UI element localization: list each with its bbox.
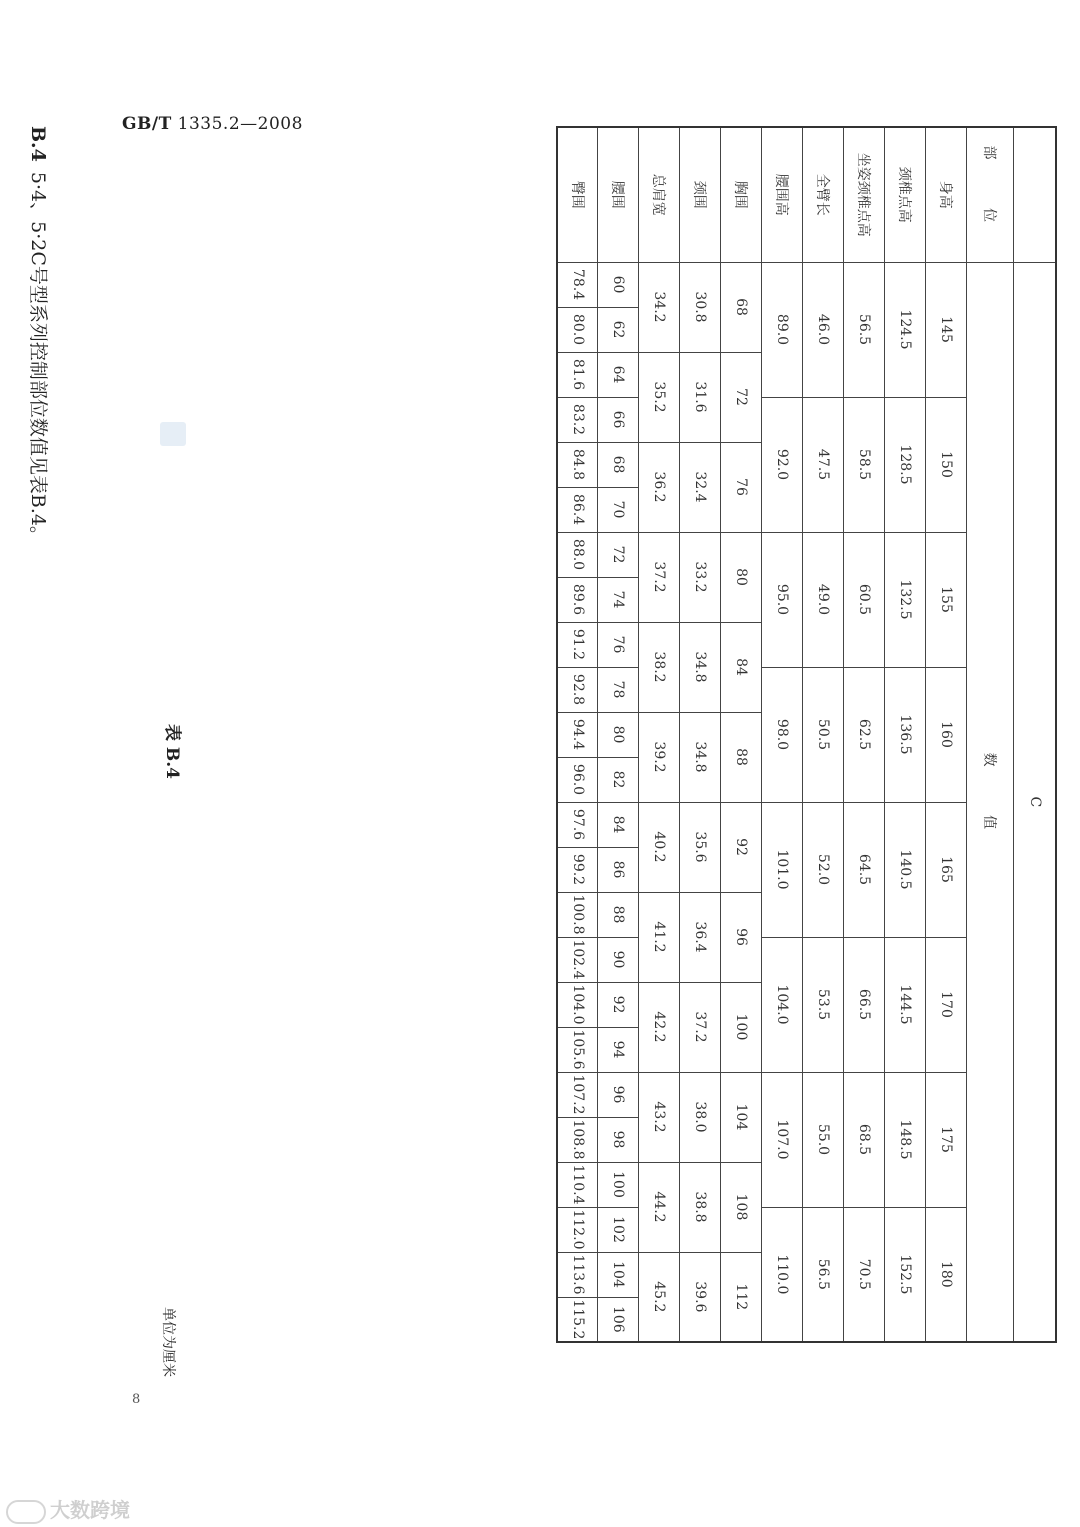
value-cell: 104.0 <box>762 937 803 1072</box>
value-cell: 66 <box>598 397 639 442</box>
value-cell: 124.5 <box>885 262 926 397</box>
row-label: 颈围 <box>680 127 721 262</box>
value-cell: 107.0 <box>762 1072 803 1207</box>
value-cell: 98 <box>598 1117 639 1162</box>
value-cell: 165 <box>926 802 967 937</box>
value-cell: 72 <box>721 352 762 442</box>
value-cell: 31.6 <box>680 352 721 442</box>
value-cell: 112.0 <box>557 1207 598 1252</box>
value-cell: 110.4 <box>557 1162 598 1207</box>
value-cell: 58.5 <box>844 397 885 532</box>
value-cell: 38.0 <box>680 1072 721 1162</box>
value-cell: 136.5 <box>885 667 926 802</box>
value-cell: 83.2 <box>557 397 598 442</box>
value-cell: 128.5 <box>885 397 926 532</box>
value-cell: 108 <box>721 1162 762 1252</box>
value-cell: 80 <box>721 532 762 622</box>
value-cell: 39.6 <box>680 1252 721 1342</box>
value-cell: 42.2 <box>639 982 680 1072</box>
value-cell: 70.5 <box>844 1207 885 1342</box>
row-label: 总肩宽 <box>639 127 680 262</box>
value-cell: 92.8 <box>557 667 598 712</box>
value-cell: 110.0 <box>762 1207 803 1342</box>
value-cell: 94 <box>598 1027 639 1072</box>
table-row <box>721 127 762 1342</box>
value-cell: 60 <box>598 262 639 307</box>
value-cell: 72 <box>598 532 639 577</box>
value-cell: 78 <box>598 667 639 712</box>
value-cell: 60.5 <box>844 532 885 667</box>
value-cell: 92.0 <box>762 397 803 532</box>
table-row <box>885 127 926 1342</box>
value-cell: 82 <box>598 757 639 802</box>
value-cell: 180 <box>926 1207 967 1342</box>
value-cell: 64 <box>598 352 639 397</box>
value-cell: 80 <box>598 712 639 757</box>
value-cell: 102 <box>598 1207 639 1252</box>
value-cell: 98.0 <box>762 667 803 802</box>
value-cell: 100 <box>721 982 762 1072</box>
value-cell: 104.0 <box>557 982 598 1027</box>
value-cell: 74 <box>598 577 639 622</box>
value-cell: 95.0 <box>762 532 803 667</box>
row-label: 腰围高 <box>762 127 803 262</box>
table-row <box>598 127 639 1342</box>
value-cell: 155 <box>926 532 967 667</box>
table-row <box>926 127 967 1342</box>
value-cell: 43.2 <box>639 1072 680 1162</box>
value-cell: 78.4 <box>557 262 598 307</box>
unit-note: 单位为厘米 <box>160 1307 176 1377</box>
value-cell: 36.2 <box>639 442 680 532</box>
value-cell: 52.0 <box>803 802 844 937</box>
value-cell: 66.5 <box>844 937 885 1072</box>
watermark-logo-icon <box>6 1500 46 1524</box>
value-cell: 84 <box>598 802 639 847</box>
row-label: 胸围 <box>721 127 762 262</box>
value-cell: 88 <box>598 892 639 937</box>
value-cell: 62 <box>598 307 639 352</box>
value-cell: 96 <box>721 892 762 982</box>
table-title: 表 B.4 <box>162 723 182 780</box>
value-cell: 40.2 <box>639 802 680 892</box>
value-cell: 102.4 <box>557 937 598 982</box>
value-cell: 64.5 <box>844 802 885 937</box>
value-cell: 38.2 <box>639 622 680 712</box>
value-cell: 96.0 <box>557 757 598 802</box>
value-cell: 106 <box>598 1297 639 1342</box>
values-header-cell: 数 值 <box>967 262 1014 1342</box>
value-cell: 76 <box>721 442 762 532</box>
value-cell: 107.2 <box>557 1072 598 1117</box>
value-cell: 34.8 <box>680 622 721 712</box>
value-cell: 76 <box>598 622 639 667</box>
value-cell: 44.2 <box>639 1162 680 1252</box>
value-cell: 100 <box>598 1162 639 1207</box>
section-text: 5·4、5·2C号型系列控制部位数值见表B.4。 <box>27 171 49 545</box>
table-row <box>844 127 885 1342</box>
value-cell: 80.0 <box>557 307 598 352</box>
value-cell: 92 <box>598 982 639 1027</box>
value-cell: 88.0 <box>557 532 598 577</box>
row-label: 坐姿颈椎点高 <box>844 127 885 262</box>
value-cell: 39.2 <box>639 712 680 802</box>
value-cell: 152.5 <box>885 1207 926 1342</box>
value-cell: 115.2 <box>557 1297 598 1342</box>
header-blank-cell <box>1014 127 1056 262</box>
row-label: 颈椎点高 <box>885 127 926 262</box>
value-cell: 84.8 <box>557 442 598 487</box>
value-cell: 175 <box>926 1072 967 1207</box>
value-cell: 33.2 <box>680 532 721 622</box>
value-cell: 32.4 <box>680 442 721 532</box>
page-number: 8 <box>132 1392 141 1407</box>
value-cell: 46.0 <box>803 262 844 397</box>
value-cell: 104 <box>721 1072 762 1162</box>
value-cell: 100.8 <box>557 892 598 937</box>
value-cell: 34.8 <box>680 712 721 802</box>
value-cell: 81.6 <box>557 352 598 397</box>
part-header-cell: 部 位 <box>967 127 1014 262</box>
value-cell: 144.5 <box>885 937 926 1072</box>
table-row <box>680 127 721 1342</box>
value-cell: 70 <box>598 487 639 532</box>
value-cell: 105.6 <box>557 1027 598 1072</box>
value-cell: 91.2 <box>557 622 598 667</box>
value-cell: 41.2 <box>639 892 680 982</box>
value-cell: 92 <box>721 802 762 892</box>
row-label: 腰围 <box>598 127 639 262</box>
value-cell: 35.2 <box>639 352 680 442</box>
value-cell: 47.5 <box>803 397 844 532</box>
row-label: 臀围 <box>557 127 598 262</box>
value-cell: 37.2 <box>680 982 721 1072</box>
value-cell: 34.2 <box>639 262 680 352</box>
value-cell: 160 <box>926 667 967 802</box>
table-row <box>557 127 598 1342</box>
value-cell: 53.5 <box>803 937 844 1072</box>
type-label-cell: C <box>1014 262 1056 1342</box>
value-cell: 38.8 <box>680 1162 721 1252</box>
value-cell: 97.6 <box>557 802 598 847</box>
row-label: 身高 <box>926 127 967 262</box>
value-cell: 101.0 <box>762 802 803 937</box>
rotated-page-content <box>27 126 1057 1377</box>
value-cell: 89.6 <box>557 577 598 622</box>
standard-number: 1335.2—2008 <box>177 114 303 134</box>
value-cell: 96 <box>598 1072 639 1117</box>
standard-code: GB/T <box>122 114 172 134</box>
value-cell: 86.4 <box>557 487 598 532</box>
table-row <box>639 127 680 1342</box>
value-cell: 56.5 <box>803 1207 844 1342</box>
value-cell: 35.6 <box>680 802 721 892</box>
value-cell: 90 <box>598 937 639 982</box>
value-cell: 132.5 <box>885 532 926 667</box>
value-cell: 50.5 <box>803 667 844 802</box>
value-cell: 68 <box>721 262 762 352</box>
table-row <box>803 127 844 1342</box>
value-cell: 148.5 <box>885 1072 926 1207</box>
value-cell: 56.5 <box>844 262 885 397</box>
section-number: B.4 <box>27 126 49 162</box>
section-heading <box>26 126 53 545</box>
value-cell: 45.2 <box>639 1252 680 1342</box>
value-cell: 36.4 <box>680 892 721 982</box>
value-cell: 49.0 <box>803 532 844 667</box>
table-row <box>762 127 803 1342</box>
value-cell: 68 <box>598 442 639 487</box>
value-cell: 88 <box>721 712 762 802</box>
value-cell: 104 <box>598 1252 639 1297</box>
value-cell: 68.5 <box>844 1072 885 1207</box>
row-label: 全臂长 <box>803 127 844 262</box>
value-cell: 140.5 <box>885 802 926 937</box>
value-cell: 84 <box>721 622 762 712</box>
value-cell: 55.0 <box>803 1072 844 1207</box>
value-cell: 145 <box>926 262 967 397</box>
value-cell: 150 <box>926 397 967 532</box>
value-cell: 62.5 <box>844 667 885 802</box>
value-cell: 37.2 <box>639 532 680 622</box>
value-cell: 170 <box>926 937 967 1072</box>
value-cell: 112 <box>721 1252 762 1342</box>
value-cell: 89.0 <box>762 262 803 397</box>
value-cell: 113.6 <box>557 1252 598 1297</box>
watermark <box>6 1494 130 1524</box>
control-dimensions-table <box>556 126 1057 1343</box>
value-cell: 86 <box>598 847 639 892</box>
value-cell: 99.2 <box>557 847 598 892</box>
value-cell: 30.8 <box>680 262 721 352</box>
value-cell: 108.8 <box>557 1117 598 1162</box>
watermark-text: 大数跨境 <box>50 1498 130 1522</box>
value-cell: 94.4 <box>557 712 598 757</box>
